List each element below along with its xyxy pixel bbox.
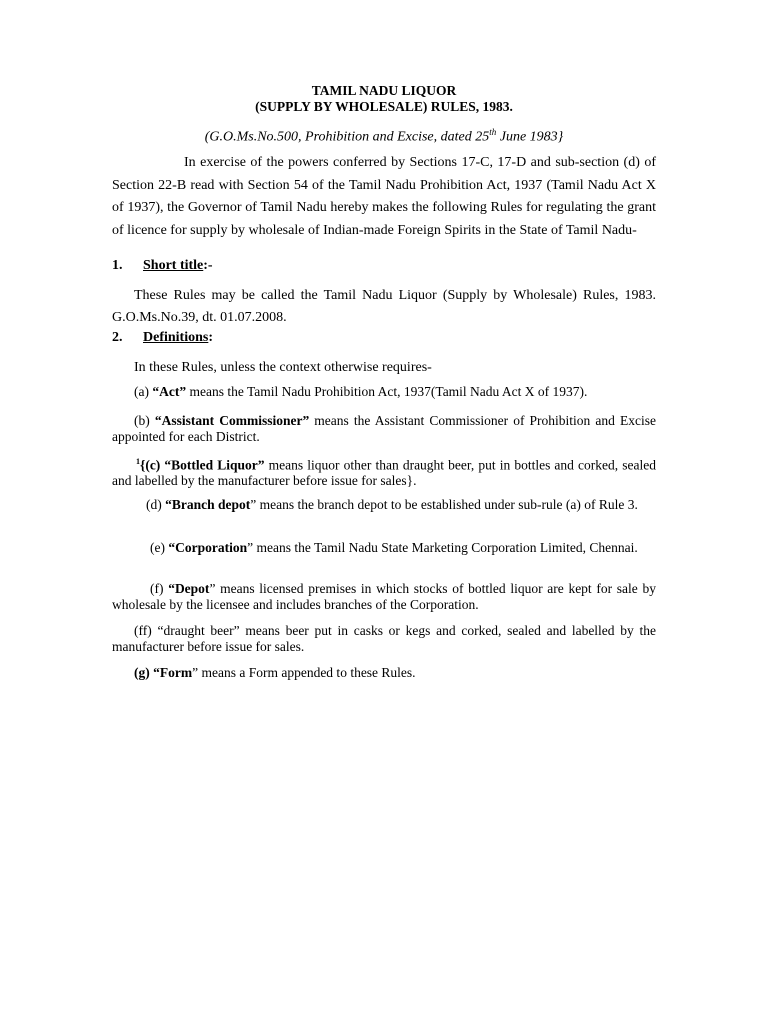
definition-term: “Act” [152, 384, 187, 399]
preamble-text: In exercise of the powers conferred by Sections 17-C, 17-D and sub-section (d) of Section 22-B read with Section 54 of the Tamil Nadu Prohibition Act, 1937 (Tamil Nadu Act X of 1937), the Governor of Tamil Nadu hereby makes the following Rules for regulating the grant of licence for supply by wholesale of Indian-made Foreign Spirits in the State of Tamil Nadu- [112, 155, 656, 238]
citation-text-end: June 1983} [496, 129, 564, 145]
section-label: Short title [143, 258, 204, 273]
section-1-text [112, 285, 656, 329]
document-title [0, 83, 768, 115]
definition-prefix: (a) [134, 384, 153, 399]
definition-b [112, 413, 656, 444]
definition-prefix: (f) [150, 581, 169, 596]
preamble-paragraph [112, 152, 656, 242]
section-suffix: : [208, 330, 214, 345]
definition-term: “Branch depot [165, 497, 251, 512]
section-2-heading [112, 330, 213, 346]
definition-text: ” means the Tamil Nadu State Marketing Corporation Limited, Chennai. [247, 540, 638, 555]
definitions-intro-text: In these Rules, unless the context otherwise requires- [134, 360, 432, 375]
definition-prefix: (ff) [134, 623, 158, 638]
definition-text: means liquor other than draught beer, put in bottles and corked, sealed and labelled by the manufacturer before issue for sales}. [112, 457, 656, 488]
definition-term: “Bottled Liquor” [164, 457, 265, 473]
definition-ff [112, 623, 656, 654]
definition-d [112, 497, 656, 513]
definition-text: ” means the branch depot to be established under sub-rule (a) of Rule 3. [250, 497, 638, 512]
section-label: Definitions [143, 330, 209, 345]
definition-prefix: {(c) [140, 457, 165, 473]
definition-prefix: (b) [134, 413, 155, 428]
definition-term: “Depot [168, 581, 210, 596]
title-line-1: TAMIL NADU LIQUOR [311, 83, 457, 98]
citation [0, 127, 768, 146]
definition-prefix: (d) [146, 497, 166, 512]
definitions-intro [112, 357, 656, 379]
definition-term: “Assistant Commissioner” [154, 413, 310, 428]
definition-a [112, 384, 656, 400]
definition-text: ” means licensed premises in which stocks of bottled liquor are kept for sale by wholesale by the licensee and includes branches of the Corporation. [112, 581, 656, 612]
definition-e [112, 540, 656, 556]
section-1-heading [112, 258, 213, 274]
definition-text: means the Tamil Nadu Prohibition Act, 1937(Tamil Nadu Act X of 1937). [186, 384, 588, 399]
definition-term: “Form [153, 665, 193, 680]
definition-g [112, 665, 656, 681]
definition-term: “Corporation [168, 540, 248, 555]
section-number: 1. [112, 258, 123, 273]
definition-text: ” means a Form appended to these Rules. [192, 665, 416, 680]
definition-text: means the Assistant Commissioner of Prohibition and Excise appointed for each District. [112, 413, 656, 444]
title-line-2: (SUPPLY BY WHOLESALE) RULES, 1983. [255, 99, 513, 114]
section-suffix: :- [203, 258, 213, 273]
definition-f [112, 581, 656, 612]
definition-c [112, 454, 656, 489]
short-title-text: These Rules may be called the Tamil Nadu Liquor (Supply by Wholesale) Rules, 1983. G.O.Ms.No.39, dt. 01.07.2008. [112, 288, 656, 325]
citation-superscript: th [489, 127, 497, 137]
footnote-marker: 1 [136, 457, 140, 466]
citation-text: (G.O.Ms.No.500, Prohibition and Excise, dated 25 [204, 129, 490, 145]
definition-text: “draught beer” means beer put in casks or kegs and corked, sealed and labelled by the manufacturer before issue for sales. [112, 623, 656, 654]
definition-prefix: (e) [150, 540, 169, 555]
definition-prefix: (g) [134, 665, 154, 680]
section-number: 2. [112, 330, 123, 345]
